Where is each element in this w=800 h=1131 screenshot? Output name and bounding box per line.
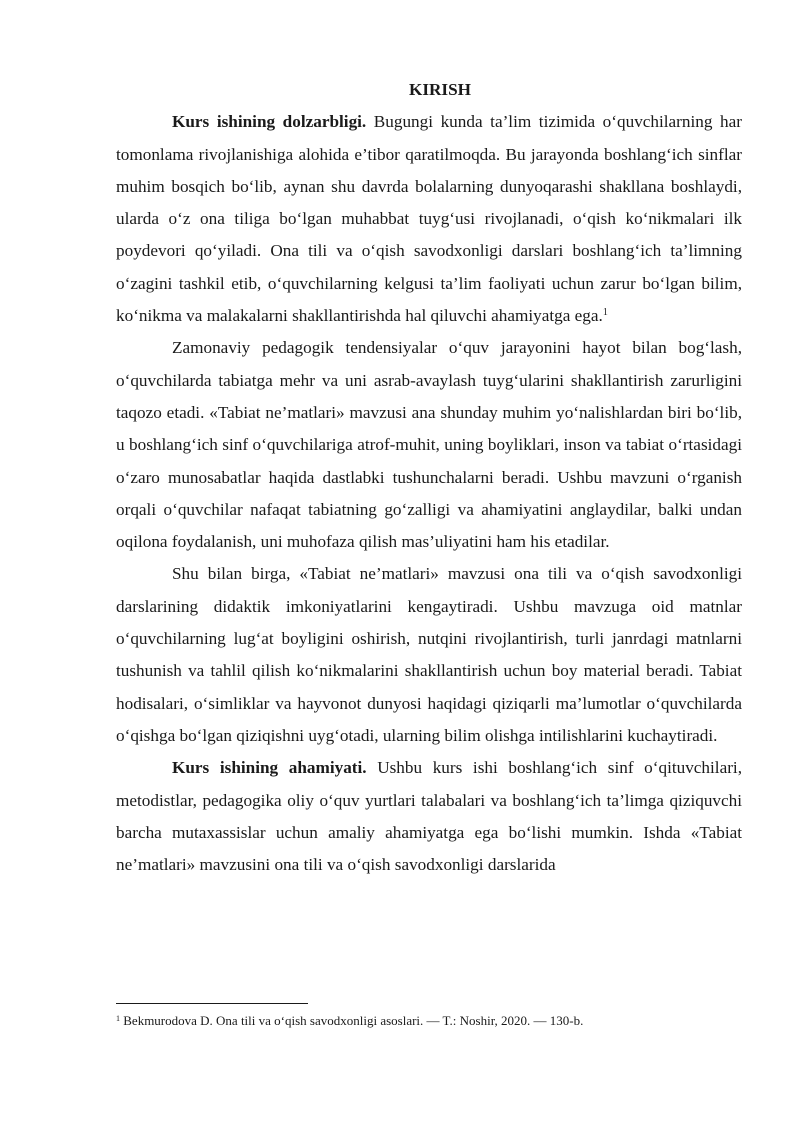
main-text — [116, 74, 742, 881]
significance-lead: Kurs ishining ahamiyati. — [172, 758, 367, 778]
footnote-ref[interactable]: 1 — [602, 307, 608, 319]
paragraph-relevance — [116, 106, 742, 332]
significance-text: Ushbu kurs ishi boshlang‘ich sinf o‘qituvchilari, metodistlar, pedagogika oliy o‘quv yurtlari talabalari va boshlang‘ich ta’limga qiziquvchi barcha mutaxassislar uchun amaliy ahamiyatga ega bo‘lishi mumkin. Ishda «Tabiat ne’matlari» mavzusini ona tili va o‘qish savodxonligi darslarida — [116, 758, 742, 875]
footnote-separator — [116, 1003, 308, 1004]
relevance-text: Bugungi kunda ta’lim tizimida o‘quvchilarning har tomonlama rivojlanishiga alohida e’tibor qaratilmoqda. Bu jarayonda boshlang‘ich sinflar muhim bosqich bo‘lib, aynan shu davrda bolalarning dunyoqarashi shakllana boshlaydi, ularda o‘z ona tiliga bo‘lgan muhabbat tuyg‘usi rivojlanadi, o‘qish ko‘nikmalari ilk poydevori qo‘yiladi. Ona tili va o‘qish savodxonligi darslari boshlang‘ich ta’limning o‘zagini tashkil etib, o‘quvchilarning kelgusi ta’lim faoliyati uchun zarur bo‘lgan bilim, ko‘nikma va malakalarni shakllantirishda hal qiluvchi ahamiyatga ega. — [116, 112, 742, 326]
paragraph-trends: Zamonaviy pedagogik tendensiyalar o‘quv jarayonini hayot bilan bog‘lash, o‘quvchilarda tabiatga mehr va uni asrab-avaylash tuyg‘ularini shakllantirish zarurligini taqozo etadi. «Tabiat ne’matlari» mavzusi ana shunday muhim yo‘nalishlardan biri bo‘lib, u boshlang‘ich sinf o‘quvchilariga atrof-muhit, uning boyliklari, inson va tabiat o‘rtasidagi o‘zaro munosabatlar haqida dastlabki tushunchalarni beradi. Ushbu mavzuni o‘rganish orqali o‘quvchilar nafaqat tabiatning go‘zalligi va ahamiyatini anglaydilar, balki undan oqilona foydalanish, uni muhofaza qilish mas’uliyatini ham his etadilar. — [116, 338, 742, 552]
footnote — [116, 1012, 742, 1030]
page-title: KIRISH — [408, 80, 472, 99]
footnote-text: Bekmurodova D. Ona tili va o‘qish savodxonligi asoslari. — T.: Noshir, 2020. — 130-b. — [120, 1013, 584, 1028]
relevance-lead: Kurs ishining dolzarbligi. — [172, 112, 367, 132]
paragraph-didactic: Shu bilan birga, «Tabiat ne’matlari» mavzusi ona tili va o‘qish savodxonligi darslarining didaktik imkoniyatlarini kengaytiradi. Ushbu mavzuga oid matnlar o‘quvchilarning lug‘at boyligini oshirish, nutqini rivojlantirish, turli janrdagi matnlarni tushunish va tahlil qilish ko‘nikmalarini shakllantirish uchun boy material beradi. Tabiat hodisalari, o‘simliklar va hayvonot dunyosi haqidagi qiziqarli ma’lumotlar o‘quvchilarda o‘qishga bo‘lgan qiziqishni uyg‘otadi, ularning bilim olishga intilishlarini kuchaytiradi. — [116, 564, 742, 745]
paragraph-significance — [116, 752, 742, 881]
footnote-number: 1 — [116, 1014, 120, 1023]
